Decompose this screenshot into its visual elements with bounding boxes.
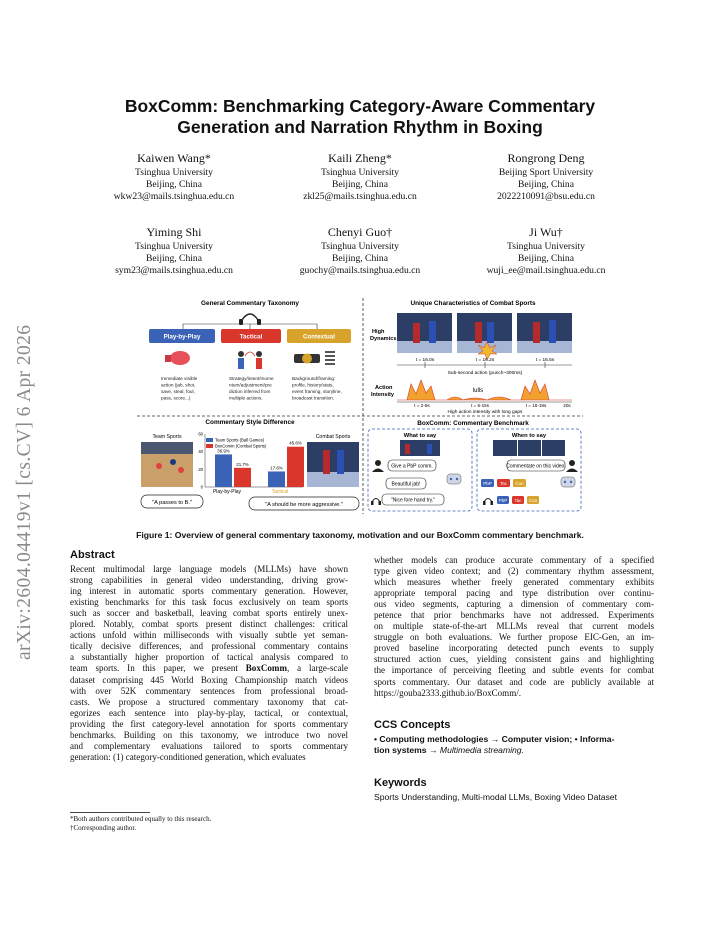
team-quote-text: "A passes to B." <box>152 500 192 506</box>
abstract-line: sports commentary. Our dataset and code are publicly available at <box>374 676 654 687</box>
author-location: Beijing, China <box>332 253 388 264</box>
abstract-line: Recent multimodal large language models (MLLMs) have shown <box>70 564 348 575</box>
team-sports-label: Team Sports <box>152 434 182 440</box>
abstract-line: struggle on both evaluations. We further propose EIC-Gen, an im- <box>374 632 654 643</box>
legend-combat-label: BoxComm (Combat Sports) <box>215 443 267 449</box>
headphones-icon <box>239 314 261 325</box>
title-line-1: BoxComm: Benchmarking Category-Aware Commentary <box>124 96 596 116</box>
championship-belt-icon <box>294 351 335 365</box>
chart-bar <box>215 454 232 487</box>
contextual-desc-line: Background/framing: <box>292 376 336 381</box>
basketball-photo <box>141 442 193 487</box>
footnotes <box>70 812 348 833</box>
panel1-title: General Commentary Taxonomy <box>201 300 299 307</box>
author-location: Beijing, China <box>332 179 388 190</box>
taxonomy-connector <box>183 324 317 329</box>
combat-sports-label: Combat Sports <box>315 434 351 440</box>
abstract-line: casts. We propose a structured commentary taxonomy that cat- <box>70 696 348 707</box>
pbp-desc-line: Immediate visible <box>161 376 198 381</box>
time-label: t = 16-19s <box>525 403 547 408</box>
chart-value-label: 36.9% <box>217 448 230 454</box>
panel4-title: BoxComm: Commentary Benchmark <box>417 420 529 427</box>
arxiv-stamp-text: arXiv:2604.04419v1 [cs.CV] 6 Apr 2026 <box>14 324 35 660</box>
author-email: wkw23@mails.tsinghua.edu.cn <box>113 191 235 202</box>
tag-pbp-text: PbP <box>498 498 508 503</box>
chart-value-label: 21.7% <box>236 461 249 467</box>
ccs-line-2-rest: → Multimedia streaming. <box>426 744 524 755</box>
abstract-line: egorizes each sentence into play-by-play, tactical, or contextual, <box>70 707 348 718</box>
chart-y-tick: 60 <box>198 431 203 437</box>
tactical-desc-line: multiple actions. <box>229 395 263 401</box>
combat-quote-text: "A should be more aggressive." <box>265 502 343 508</box>
ccs-concepts <box>374 734 654 756</box>
chart-bar <box>268 471 285 487</box>
abstract-line: petence that prior benchmarks have not addressed. Experiments <box>374 610 654 621</box>
abstract-line: benchmarks. Building on this taxonomy, we introduce two novel <box>70 729 348 740</box>
chart-x-label-pbp: Play-by-Play <box>212 489 242 495</box>
author-block <box>74 225 274 277</box>
abstract-line: ing interest in automatic sports commentary generation. However, <box>70 586 348 597</box>
tag-tac-text: Tac <box>499 481 508 486</box>
abstract-line: dataset comprising 445 World Boxing Championship match videos <box>70 674 348 685</box>
action-intensity-label: Intensity <box>371 392 395 398</box>
boxing-frame-1 <box>397 313 452 353</box>
abstract-text-right <box>374 555 654 699</box>
prompt-commentate-text: Commentate on this video. <box>506 463 566 470</box>
tactical-desc-line: ntum/adjustment/pre <box>229 382 272 388</box>
author-affiliation: Tsinghua University <box>135 241 213 252</box>
arxiv-stamp <box>2 270 42 660</box>
author-email: 2022210091@bsu.edu.cn <box>497 191 595 202</box>
keywords-heading: Keywords <box>374 776 427 789</box>
abstract-line: structured action cues, yielding consistent gains and highlighting <box>374 654 654 665</box>
when-to-say-label: When to say <box>511 433 547 439</box>
author-block <box>260 151 460 203</box>
legend-team-label: Team Sports (Ball Games) <box>215 437 265 443</box>
high-dynamics-label: Dynamics <box>370 336 397 342</box>
tag-pbp-text: PbP <box>483 481 492 486</box>
abstract-line: appropriate temporal pacing and type distribution over continu- <box>374 588 654 599</box>
user-icon <box>372 460 384 472</box>
abstract-line: strong capabilities in general video understanding, driving grow- <box>70 575 348 586</box>
abstract-line: such as soccer and basketball, leaving combat sports entirely unex- <box>70 608 348 619</box>
author-email: sym23@mails.tsinghua.edu.cn <box>115 265 233 276</box>
user-icon <box>566 460 578 472</box>
ccs-line-2-bold: tion systems <box>374 744 427 755</box>
abstract-line: plored. Notably, combat sports present distinct challenges: critical <box>70 619 348 630</box>
time-label: t = 16.0s <box>415 358 435 363</box>
abstract-line: ous video segments, capturing a dimension of commentary com- <box>374 599 654 610</box>
author-affiliation: Tsinghua University <box>321 241 399 252</box>
abstract-line: existing benchmarks for this task focus exclusively on team sports <box>70 597 348 608</box>
author-name: Rongrong Deng <box>507 151 585 165</box>
abstract-line: whether models can produce accurate commentary of a specified <box>374 555 654 565</box>
ccs-heading: CCS Concepts <box>374 718 451 731</box>
author-location: Beijing, China <box>146 179 202 190</box>
abstract-heading: Abstract <box>70 549 115 561</box>
what-to-say-label: What to say <box>403 433 437 439</box>
time-label: 20s <box>563 403 571 408</box>
robot-icon <box>561 477 575 487</box>
chart-bar <box>234 468 251 487</box>
tag-con-text: Con <box>515 481 524 486</box>
author-name: Yiming Shi <box>146 225 202 239</box>
contextual-desc-line: profile, history/stats, <box>292 382 334 388</box>
author-block <box>446 225 646 277</box>
category-contextual-label: Contextual <box>303 333 335 341</box>
abstract-line: type given video context; and (2) commentary rhythm assessment, <box>374 566 654 577</box>
abstract-line: with over 52K commentary sentences from professional broad- <box>70 685 348 696</box>
time-label: t = 16.5s <box>535 358 555 363</box>
prompt-give-text: Give a PbP comm. <box>391 463 433 470</box>
author-block <box>260 225 460 277</box>
legend-combat-swatch <box>206 444 213 448</box>
abstract-line: a substantially higher proportion of tactical analysis compared to <box>70 652 348 663</box>
tactical-desc-line: Strategy/intent/mome <box>229 376 274 381</box>
keywords: Sports Understanding, Multi-modal LLMs, Boxing Video Dataset <box>374 791 617 802</box>
abstract-line: https://gouba2333.github.io/BoxComm/. <box>374 687 522 698</box>
chart-bar <box>287 447 304 487</box>
contextual-desc-line: event framing, storyline, <box>292 389 342 394</box>
subsecond-label: Sub-second action (punch~300ms) <box>447 371 523 376</box>
author-affiliation: Tsinghua University <box>135 167 213 178</box>
author-email: zkl25@mails.tsinghua.edu.cn <box>303 191 417 202</box>
video-clip-icon <box>400 440 440 456</box>
intensity-waveform <box>397 380 572 400</box>
abstract-line: the importance of perceiving fleeting and subtle events for combat <box>374 665 654 676</box>
tag-con-text: Con <box>528 498 538 503</box>
author-affiliation: Beijing Sport University <box>498 167 594 178</box>
reply-beautiful-text: Beautiful jab! <box>391 481 421 488</box>
ccs-line-1: • Computing methodologies → Computer vision; • Informa- <box>374 733 615 744</box>
boxing-glove-icon <box>165 351 190 365</box>
abstract-line: team sports. In this paper, we present BoxComm, a large-scale <box>70 663 348 674</box>
action-intensity-label: Action <box>375 385 393 391</box>
panel2-title: Unique Characteristics of Combat Sports <box>410 300 536 307</box>
author-affiliation: Tsinghua University <box>321 167 399 178</box>
author-name: Chenyi Guo† <box>327 225 393 239</box>
footnote-rule <box>70 812 150 813</box>
footnote-equal-contribution: *Both authors contributed equally to this research. <box>70 815 212 823</box>
author-block <box>74 151 274 203</box>
author-name: Kaiwen Wang* <box>137 151 211 165</box>
author-location: Beijing, China <box>518 253 574 264</box>
category-tactical-label: Tactical <box>239 333 263 341</box>
abstract-column-right <box>374 555 654 803</box>
abstract-line: generation: (1) category-conditioned generation, which evaluates <box>70 751 306 762</box>
headset-icon <box>371 499 381 506</box>
abstract-text-left <box>70 564 348 763</box>
figure-1 <box>135 296 585 516</box>
legend-team-swatch <box>206 438 213 442</box>
abstract-column-left <box>70 550 348 763</box>
video-strip-icon <box>493 440 565 456</box>
intensity-caption: High action intensity with long gaps <box>447 410 523 415</box>
tactical-desc-line: diction inferred from <box>229 389 271 394</box>
time-label: t = 2-5s <box>414 403 430 408</box>
abstract-line: which measures whether freely generated commentary exhibits <box>374 577 654 588</box>
robot-icon <box>447 474 461 484</box>
tag-tac-text: Tac <box>514 498 522 503</box>
abstract-line: actions unfold within milliseconds with visually subtle yet seman- <box>70 630 348 641</box>
headset-icon <box>483 499 493 506</box>
high-dynamics-label: High <box>372 329 385 335</box>
footnote-corresponding: †Corresponding author. <box>70 824 137 832</box>
author-location: Beijing, China <box>518 179 574 190</box>
author-name: Ji Wu† <box>529 225 563 239</box>
reply-nice-text: "Nice fore hand try." <box>390 497 436 504</box>
time-label: t = 6-15s <box>470 403 490 408</box>
contextual-desc-line: broadcast transition. <box>292 395 335 401</box>
author-email: guochy@mails.tsinghua.edu.cn <box>299 265 421 276</box>
chart-value-label: 17.6% <box>270 465 283 471</box>
ccs-line-2 <box>374 745 654 756</box>
author-location: Beijing, China <box>146 253 202 264</box>
title-line-2: Generation and Narration Rhythm in Boxing <box>177 117 543 137</box>
figure-1-svg <box>135 296 585 516</box>
lulls-label: lulls <box>472 388 484 394</box>
chart-value-label: 45.6% <box>289 440 302 446</box>
abstract-line: on multiple state-of-the-art MLLMs reveal that current models <box>374 621 654 632</box>
abstract-line: tically decisive differences, and professional commentary contains <box>70 641 348 652</box>
chart-y-tick: 0 <box>200 484 203 490</box>
pbp-desc-line: pass, score...) <box>161 395 191 401</box>
boxers-strategy-icon <box>238 351 262 369</box>
abstract-line: and complementary evaluations tailored to sports commentary <box>70 740 348 751</box>
boxing-frame-3 <box>517 313 572 353</box>
abstract-line: providing the first category-level annotation for sports commentary <box>70 718 348 729</box>
chart-x-label-tactical: Tactical <box>271 489 289 495</box>
panel3-title: Commentary Style Difference <box>205 419 295 426</box>
category-pbp-label: Play-by-Play <box>163 333 201 341</box>
author-name: Kaili Zheng* <box>328 151 392 165</box>
time-label: t = 16.2s <box>475 358 495 363</box>
abstract-line: proved baseline incorporating detected punch events to supply <box>374 643 654 654</box>
chart-y-tick: 20 <box>198 466 203 472</box>
chart-y-tick: 40 <box>198 449 203 455</box>
figure-caption: Figure 1: Overview of general commentary taxonomy, motivation and our BoxComm commentary benchmark. <box>136 530 584 540</box>
boxing-photo <box>307 442 359 487</box>
pbp-desc-line: save, steal, foul, <box>161 389 195 394</box>
author-email: wuji_ee@mail.tsinghua.edu.cn <box>486 265 606 276</box>
pbp-desc-line: action (jab, shot, <box>161 382 196 388</box>
author-affiliation: Tsinghua University <box>507 241 585 252</box>
author-block <box>446 151 646 203</box>
paper-title <box>70 96 650 138</box>
